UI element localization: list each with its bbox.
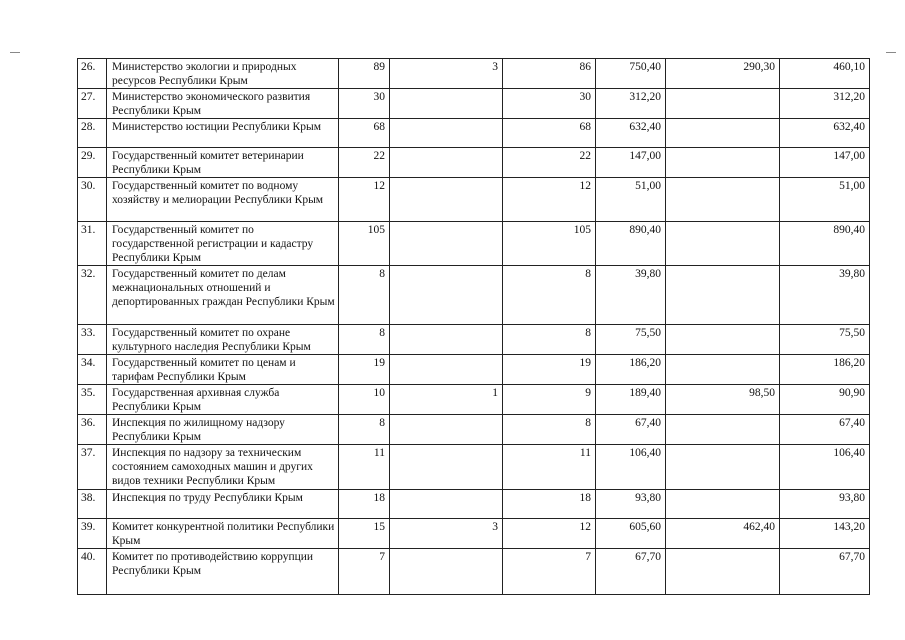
fund-total: 106,40 [596, 445, 666, 490]
fund-vacant [666, 89, 780, 119]
table-row [78, 445, 870, 490]
row-number: 30. [78, 178, 107, 222]
fund-vacant: 290,30 [666, 59, 780, 89]
filled-count: 19 [503, 355, 596, 385]
vacant-count [390, 549, 503, 595]
filled-count: 11 [503, 445, 596, 490]
fund-total: 51,00 [596, 178, 666, 222]
fund-vacant [666, 148, 780, 178]
table-row [78, 325, 870, 355]
table-row [78, 385, 870, 415]
table-row [78, 355, 870, 385]
fund-vacant [666, 266, 780, 325]
organization-name: Государственный комитет по охране культурного наследия Республики Крым [107, 325, 339, 355]
organization-name: Государственная архивная служба Республики Крым [107, 385, 339, 415]
vacant-count [390, 445, 503, 490]
vacant-count [390, 222, 503, 266]
scan-mark [10, 52, 20, 53]
total-count: 105 [339, 222, 390, 266]
fund-total: 93,80 [596, 490, 666, 519]
fund-filled: 67,70 [780, 549, 870, 595]
total-count: 30 [339, 89, 390, 119]
table-row [78, 222, 870, 266]
fund-total: 890,40 [596, 222, 666, 266]
filled-count: 22 [503, 148, 596, 178]
organization-name: Государственный комитет по делам межнациональных отношений и депортированных граждан Республики Крым [107, 266, 339, 325]
table-row [78, 148, 870, 178]
vacant-count [390, 325, 503, 355]
fund-total: 75,50 [596, 325, 666, 355]
row-number: 26. [78, 59, 107, 89]
vacant-count [390, 148, 503, 178]
total-count: 15 [339, 519, 390, 549]
fund-total: 189,40 [596, 385, 666, 415]
filled-count: 105 [503, 222, 596, 266]
vacant-count [390, 415, 503, 445]
organization-name: Министерство экологии и природных ресурсов Республики Крым [107, 59, 339, 89]
scan-mark [886, 52, 896, 53]
organization-name: Инспекция по надзору за техническим состоянием самоходных машин и других видов техники Республики Крым [107, 445, 339, 490]
total-count: 10 [339, 385, 390, 415]
fund-filled: 90,90 [780, 385, 870, 415]
table-row [78, 519, 870, 549]
table-row [78, 178, 870, 222]
filled-count: 30 [503, 89, 596, 119]
vacant-count [390, 178, 503, 222]
filled-count: 8 [503, 415, 596, 445]
fund-vacant: 98,50 [666, 385, 780, 415]
filled-count: 8 [503, 266, 596, 325]
total-count: 8 [339, 266, 390, 325]
total-count: 7 [339, 549, 390, 595]
table-row [78, 490, 870, 519]
table-row [78, 89, 870, 119]
row-number: 35. [78, 385, 107, 415]
filled-count: 8 [503, 325, 596, 355]
fund-filled: 143,20 [780, 519, 870, 549]
total-count: 12 [339, 178, 390, 222]
vacant-count [390, 89, 503, 119]
fund-filled: 312,20 [780, 89, 870, 119]
fund-total: 147,00 [596, 148, 666, 178]
fund-total: 750,40 [596, 59, 666, 89]
table-body [78, 59, 870, 595]
row-number: 37. [78, 445, 107, 490]
fund-filled: 39,80 [780, 266, 870, 325]
row-number: 38. [78, 490, 107, 519]
vacant-count [390, 266, 503, 325]
table-row [78, 59, 870, 89]
table-row [78, 415, 870, 445]
total-count: 18 [339, 490, 390, 519]
total-count: 11 [339, 445, 390, 490]
total-count: 89 [339, 59, 390, 89]
row-number: 33. [78, 325, 107, 355]
row-number: 32. [78, 266, 107, 325]
table-row [78, 549, 870, 595]
filled-count: 86 [503, 59, 596, 89]
organization-name: Государственный комитет по государственной регистрации и кадастру Республики Крым [107, 222, 339, 266]
vacant-count: 1 [390, 385, 503, 415]
filled-count: 12 [503, 519, 596, 549]
fund-total: 312,20 [596, 89, 666, 119]
fund-total: 605,60 [596, 519, 666, 549]
fund-total: 67,70 [596, 549, 666, 595]
fund-vacant: 462,40 [666, 519, 780, 549]
total-count: 68 [339, 119, 390, 148]
fund-vacant [666, 415, 780, 445]
total-count: 8 [339, 415, 390, 445]
fund-filled: 460,10 [780, 59, 870, 89]
filled-count: 18 [503, 490, 596, 519]
organization-name: Комитет конкурентной политики Республики Крым [107, 519, 339, 549]
filled-count: 9 [503, 385, 596, 415]
vacant-count [390, 355, 503, 385]
organization-name: Министерство экономического развития Республики Крым [107, 89, 339, 119]
total-count: 8 [339, 325, 390, 355]
fund-vacant [666, 119, 780, 148]
filled-count: 68 [503, 119, 596, 148]
fund-filled: 51,00 [780, 178, 870, 222]
row-number: 40. [78, 549, 107, 595]
filled-count: 12 [503, 178, 596, 222]
vacant-count: 3 [390, 519, 503, 549]
row-number: 39. [78, 519, 107, 549]
row-number: 28. [78, 119, 107, 148]
total-count: 22 [339, 148, 390, 178]
vacant-count: 3 [390, 59, 503, 89]
organization-name: Государственный комитет по водному хозяйству и мелиорации Республики Крым [107, 178, 339, 222]
fund-total: 632,40 [596, 119, 666, 148]
table-row [78, 119, 870, 148]
fund-filled: 890,40 [780, 222, 870, 266]
organization-name: Комитет по противодействию коррупции Республики Крым [107, 549, 339, 595]
fund-vacant [666, 325, 780, 355]
organization-name: Инспекция по труду Республики Крым [107, 490, 339, 519]
row-number: 27. [78, 89, 107, 119]
row-number: 29. [78, 148, 107, 178]
fund-vacant [666, 178, 780, 222]
fund-filled: 106,40 [780, 445, 870, 490]
row-number: 36. [78, 415, 107, 445]
fund-total: 186,20 [596, 355, 666, 385]
row-number: 31. [78, 222, 107, 266]
fund-filled: 186,20 [780, 355, 870, 385]
filled-count: 7 [503, 549, 596, 595]
organization-name: Государственный комитет ветеринарии Республики Крым [107, 148, 339, 178]
vacant-count [390, 490, 503, 519]
table-row [78, 266, 870, 325]
fund-vacant [666, 222, 780, 266]
fund-filled: 147,00 [780, 148, 870, 178]
allocation-table [77, 58, 870, 595]
fund-vacant [666, 490, 780, 519]
fund-filled: 75,50 [780, 325, 870, 355]
fund-vacant [666, 355, 780, 385]
organization-name: Государственный комитет по ценам и тарифам Республики Крым [107, 355, 339, 385]
fund-filled: 93,80 [780, 490, 870, 519]
fund-total: 67,40 [596, 415, 666, 445]
fund-filled: 632,40 [780, 119, 870, 148]
fund-total: 39,80 [596, 266, 666, 325]
fund-filled: 67,40 [780, 415, 870, 445]
total-count: 19 [339, 355, 390, 385]
fund-vacant [666, 549, 780, 595]
row-number: 34. [78, 355, 107, 385]
organization-name: Министерство юстиции Республики Крым [107, 119, 339, 148]
fund-vacant [666, 445, 780, 490]
organization-name: Инспекция по жилищному надзору Республики Крым [107, 415, 339, 445]
vacant-count [390, 119, 503, 148]
